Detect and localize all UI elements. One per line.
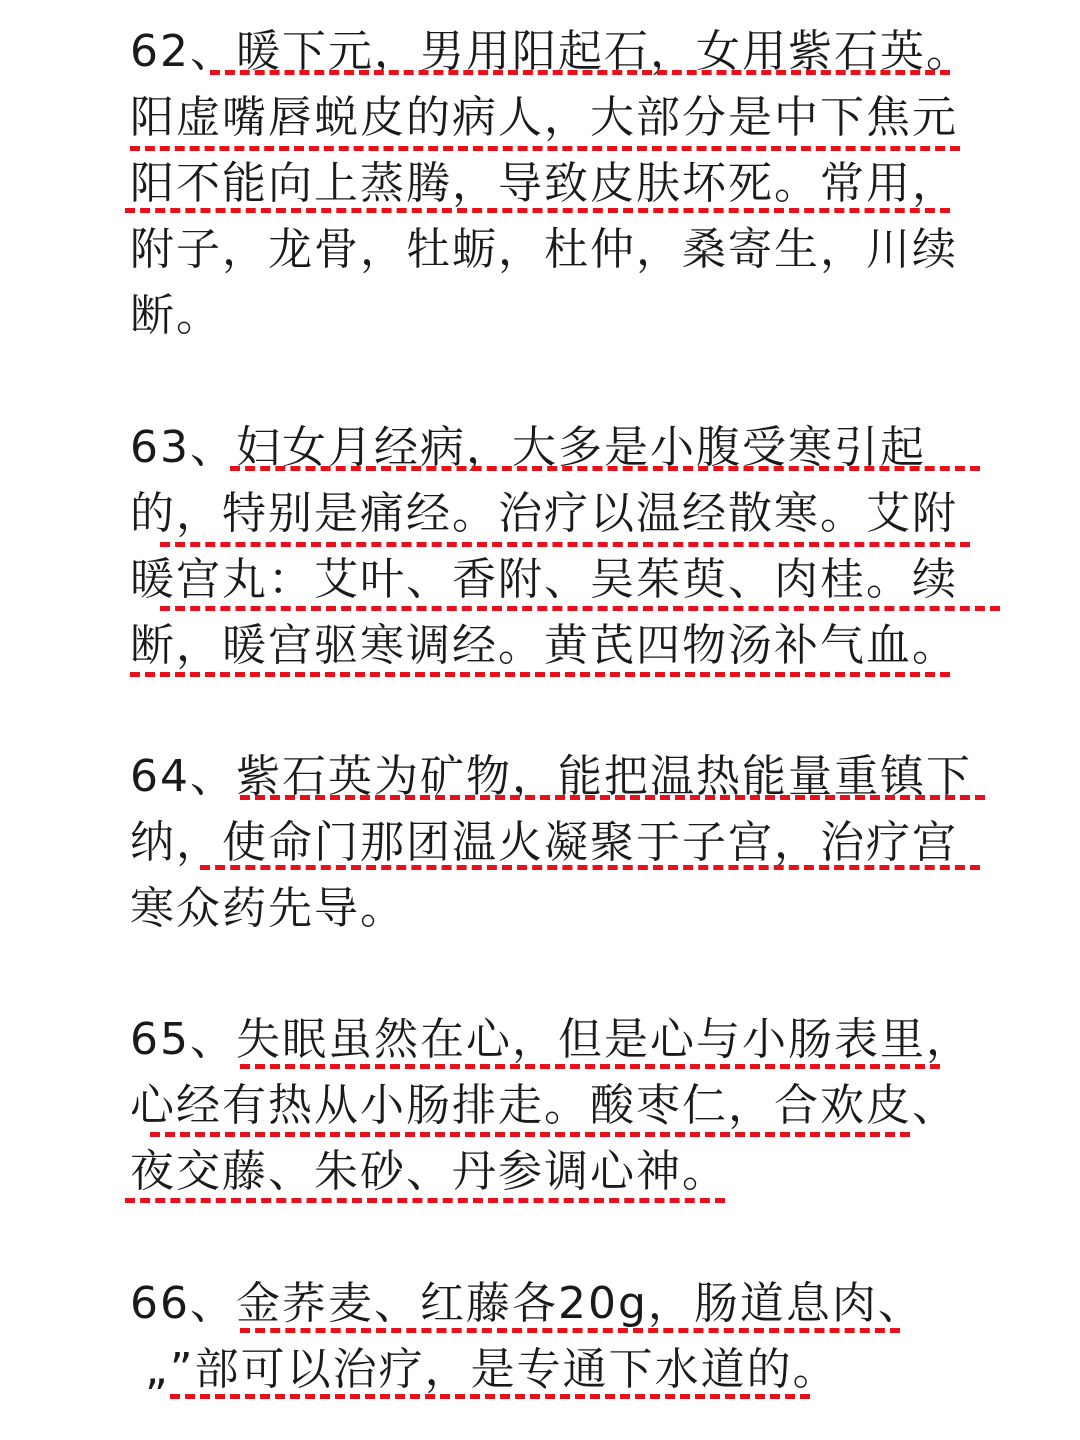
entry-64-line-3: 寒众药先导。 <box>130 883 406 934</box>
entry-66-line-2: „”部可以治疗，是专通下水道的。 <box>145 1344 839 1395</box>
entry-63-line-4: 断，暖宫驱寒调经。黄芪四物汤补气血。 <box>130 620 958 671</box>
red-dashed-underline <box>230 466 980 471</box>
red-dashed-underline <box>130 146 960 151</box>
entry-65-line-1: 65、失眠虽然在心，但是心与小肠表里， <box>130 1014 972 1065</box>
red-dashed-underline <box>240 1328 900 1333</box>
entry-65-line-2: 心经有热从小肠排走。酸枣仁，合欢皮、 <box>130 1080 958 1131</box>
red-dashed-underline <box>240 1064 940 1069</box>
red-dashed-underline <box>125 1198 725 1203</box>
red-dashed-underline <box>130 672 950 677</box>
entry-62-line-1: 62、暖下元，男用阳起石，女用紫石英。 <box>130 26 972 77</box>
entry-62-line-5: 断。 <box>130 290 222 341</box>
entry-62-line-4: 附子，龙骨，牡蛎，杜仲，桑寄生，川续 <box>130 224 958 275</box>
red-dashed-underline <box>200 865 980 870</box>
red-dashed-underline <box>125 208 950 213</box>
entry-62-line-3: 阳不能向上蒸腾，导致皮肤坏死。常用， <box>130 158 958 209</box>
red-dashed-underline <box>160 606 1000 611</box>
red-dashed-underline <box>170 1394 810 1399</box>
red-dashed-underline <box>160 542 970 547</box>
entry-65-line-3: 夜交藤、朱砂、丹参调心神。 <box>130 1146 728 1197</box>
red-dashed-underline <box>240 795 985 800</box>
red-dashed-underline <box>210 70 950 75</box>
entry-63-line-1: 63、妇女月经病，大多是小腹受寒引起 <box>130 422 926 473</box>
entry-62-line-2: 阳虚嘴唇蜕皮的病人，大部分是中下焦元 <box>130 92 958 143</box>
entry-64-line-1: 64、紫石英为矿物，能把温热能量重镇下 <box>130 751 972 802</box>
entry-63-line-2: 的，特别是痛经。治疗以温经散寒。艾附 <box>130 488 958 539</box>
entry-66-line-1: 66、金荞麦、红藤各20g，肠道息肉、 <box>130 1278 924 1329</box>
entry-64-line-2: 纳，使命门那团温火凝聚于子宫，治疗宫 <box>130 817 958 868</box>
red-dashed-underline <box>150 1132 910 1137</box>
entry-63-line-3: 暖宫丸：艾叶、香附、吴茱萸、肉桂。续 <box>130 554 958 605</box>
